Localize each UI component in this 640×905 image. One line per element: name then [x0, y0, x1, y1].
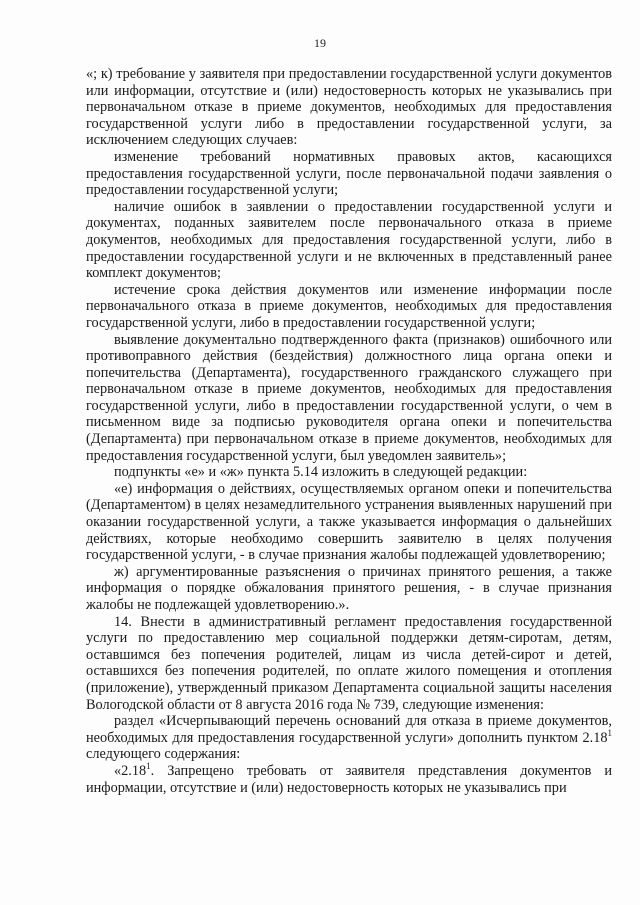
point-number: «2.18: [114, 762, 147, 779]
superscript: 1: [607, 727, 612, 738]
paragraph-exception-2: наличие ошибок в заявлении о предоставлении государственной услуги и документах, поданных заявителем после первоначального отказа в приеме документов, необходимых для предоставления государственной услуги, либо в предоставлении государственной услуги и не включенных в представленный ранее комплект документов;: [86, 198, 612, 282]
document-body: [86, 66, 612, 796]
paragraph-section-amendment-text: раздел «Исчерпывающий перечень оснований для отказа в приеме документов, необходимых для предоставления государственной услуги» дополнить пунктом 2.18: [86, 713, 612, 746]
paragraph-exception-3: истечение срока действия документов или изменение информации после первоначального отказа в приеме документов, необходимых для предоставления государственной услуги, либо в предоставлении государственной услуги;: [86, 281, 612, 331]
paragraph-point-2-18-1: [86, 763, 612, 796]
paragraph-exception-1: изменение требований нормативных правовых актов, касающихся предоставления государственной услуги, после первоначальной подачи заявления о предоставлении государственной услуги;: [86, 148, 612, 199]
paragraph-subpoint-zh: ж) аргументированные разъяснения о причинах принятого решения, а также информация о порядке обжалования принятого решения, - в случае признания жалобы не подлежащей удовлетворению.».: [86, 563, 612, 613]
point-text: . Запрещено требовать от заявителя представления документов и информации, отсутствие и (или) недостоверность которых не указывались при: [86, 762, 612, 796]
paragraph-subpoint-e: «е) информация о действиях, осуществляемых органом опеки и попечительства (Департаментом) в целях незамедлительного устранения выявленных нарушений при оказании государственной услуги, а также указывается информация о дальнейших действиях, которые необходимо совершить заявителю в целях получения государственной услуги, - в случае признания жалобы подлежащей удовлетворению;: [86, 480, 612, 564]
paragraph-item-14: 14. Внести в административный регламент предоставления государственной услуги по предоставлению мер социальной поддержки детям-сиротам, детям, оставшимся без попечения родителей, лицам из числа детей-сирот и детей, оставшихся без попечения родителей, по оплате жилого помещения и отопления (приложение), утвержденный приказом Департамента социальной защиты населения Вологодской области от 8 августа 2016 года № 739, следующие изменения:: [86, 613, 612, 713]
page-number: 19: [314, 36, 326, 50]
paragraph-item-k: «; к) требование у заявителя при предоставлении государственной услуги документов или информации, отсутствие и (или) недостоверность которых не указывались при первоначальном отказе в приеме документов, необходимых для предоставления государственной услуги либо в предоставлении государственной услуги, за исключением следующих случаев:: [86, 66, 612, 149]
paragraph-section-amendment: [86, 713, 612, 763]
paragraph-section-amendment-tail: следующего содержания:: [86, 746, 241, 763]
paragraph-subpoints-intro: подпункты «е» и «ж» пункта 5.14 изложить в следующей редакции:: [114, 464, 528, 481]
superscript: 1: [146, 761, 151, 772]
paragraph-exception-4: выявление документально подтвержденного факта (признаков) ошибочного или противоправного действия (бездействия) должностного лица органа опеки и попечительства (Департамента), государственного гражданского служащего при первоначальном отказе в приеме документов, необходимых для предоставления государственной услуги, либо в предоставлении государственной услуги, о чем в письменном виде за подписью руководителя органа опеки и попечительства (Департамента) при первоначальном отказе в приеме документов, необходимых для предоставления государственной услуги, был уведомлен заявитель»;: [86, 331, 612, 464]
